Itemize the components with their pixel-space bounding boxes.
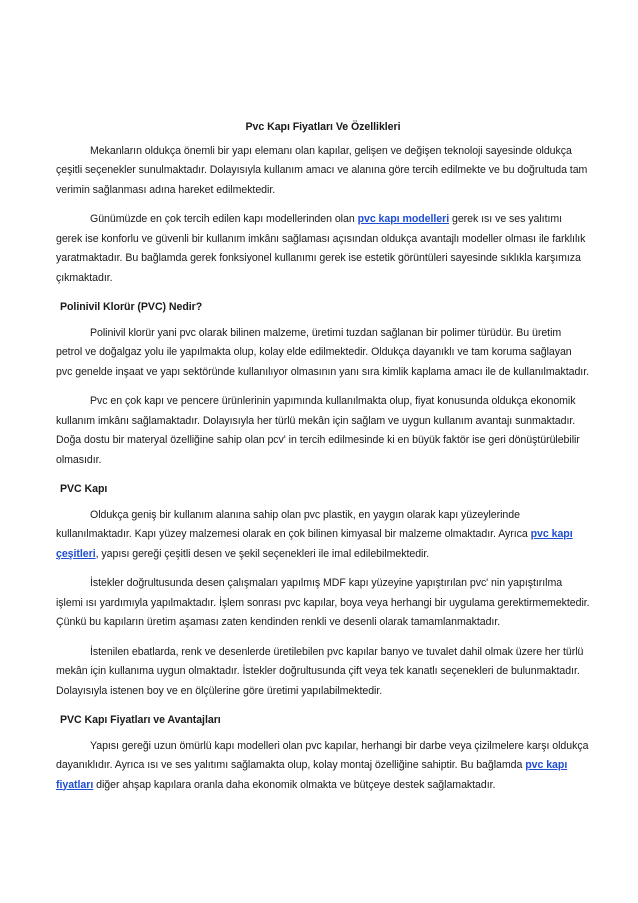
paragraph-models-text-before: Günümüzde en çok tercih edilen kapı modellerinden olan	[90, 213, 358, 225]
document-page	[56, 118, 590, 805]
paragraph-intro: Mekanların oldukça önemli bir yapı elemanı olan kapılar, gelişen ve değişen teknoloji sayesinde oldukça çeşitli seçenekler sunulmaktadır. Dolayısıyla kullanım amacı ve alanına göre tercih edilmekte ve bu doğrultuda tam verimin sağlanması adına hareket edilmektedir.	[56, 144, 588, 196]
heading-pvc-nedir: Polinivil Klorür (PVC) Nedir?	[60, 301, 203, 313]
heading-pvc-kapi: PVC Kapı	[60, 483, 108, 495]
document-title: Pvc Kapı Fiyatları Ve Özellikleri	[245, 121, 401, 133]
paragraph-sizes: İstenilen ebatlarda, renk ve desenlerde üretilebilen pvc kapılar banyo ve tuvalet dahil olmak üzere her türlü mekân için kullanıma uygun olmaktadır. İstekler doğrultusunda çift veya tek kanatlı seçenekleri de bulunmaktadır. Dolayısıyla istenen boy ve en ölçülerine göre üretimi yapılabilmektedir.	[56, 645, 584, 697]
paragraph-models-text-after: gerek ısı ve ses yalıtımı gerek ise konforlu ve güvenli bir kullanım imkânı sağlaması açısından oldukça avantajlı modeller olması ile farklılık yaratmaktadır. Bu bağlamda gerek fonksiyonel kullanımı gerek ise estetik görüntüleri sayesinde sıklıkla karşımıza çıkmaktadır.	[56, 213, 586, 284]
paragraph-pvc-plastic	[56, 506, 590, 565]
paragraph-pvc-usage: Pvc en çok kapı ve pencere ürünlerinin yapımında kullanılmakta olup, fiyat konusunda oldukça ekonomik kullanım imkânı sağlamaktadır. Dolayısıyla her türlü mekân için sağlam ve uygun kullanım avantajı sunmaktadır. Doğa dostu bir materyal özelliğine sahip olan pcv' in tercih edilmesinde ki en büyük faktör ise geri dönüştürülebilir olmasıdır.	[56, 395, 580, 466]
paragraph-pvc-plastic-text-before: Oldukça geniş bir kullanım alanına sahip olan pvc plastik, en yaygın olarak kapı yüzeylerinde kullanılmaktadır. Kapı yüzey malzemesi olarak en çok bilinen kimyasal bir malzeme olmaktadır. Ayrıca	[56, 508, 531, 540]
link-pvc-kapi-fiyatlari[interactable]: pvc kapı fiyatları	[56, 759, 568, 791]
paragraph-pvc-definition: Polinivil klorür yani pvc olarak bilinen malzeme, üretimi tuzdan sağlanan bir polimer türüdür. Bu üretim petrol ve doğalgaz yolu ile yapılmakta olup, kolay elde edilmektedir. Oldukça dayanıklı ve tam koruma sağlayan pvc genelde inşaat ve yapı sektöründe kullanılıyor olmasının yanı sıra kimlik kaplama amacı ile de kullanılmaktadır.	[56, 326, 589, 378]
paragraph-prices-text-before: Yapısı gereği uzun ömürlü kapı modelleri olan pvc kapılar, herhangi bir darbe veya çizilmelere karşı oldukça dayanıklıdır. Ayrıca ısı ve ses yalıtımı sağlamakta olup, kolay montaj özelliğine sahiptir. Bu bağlamda	[56, 739, 589, 771]
link-pvc-kapi-modelleri[interactable]: pvc kapı modelleri	[357, 213, 450, 225]
link-pvc-kapi-cesitleri[interactable]: pvc kapı çeşitleri	[56, 528, 573, 560]
paragraph-prices-text-after: diğer ahşap kapılara oranla daha ekonomik olmakta ve bütçeye destek sağlamaktadır.	[93, 778, 496, 791]
paragraph-pvc-plastic-text-after: , yapısı gereği çeşitli desen ve şekil seçenekleri ile imal edilebilmektedir.	[95, 547, 430, 560]
paragraph-mdf-pattern: İstekler doğrultusunda desen çalışmaları yapılmış MDF kapı yüzeyine yapıştırılan pvc' nin yapıştırılma işlemi ısı yardımıyla yapılmaktadır. İşlem sonrası pvc kapılar, boya veya herhangi bir uygulama gerektirmemektedir. Çünkü bu kapıların üretim aşaması zaten kendinden renkli ve desenli olarak tamamlanmaktadır.	[56, 577, 590, 628]
heading-prices-advantages: PVC Kapı Fiyatları ve Avantajları	[60, 714, 221, 726]
paragraph-models	[56, 210, 590, 288]
paragraph-prices	[56, 737, 590, 796]
